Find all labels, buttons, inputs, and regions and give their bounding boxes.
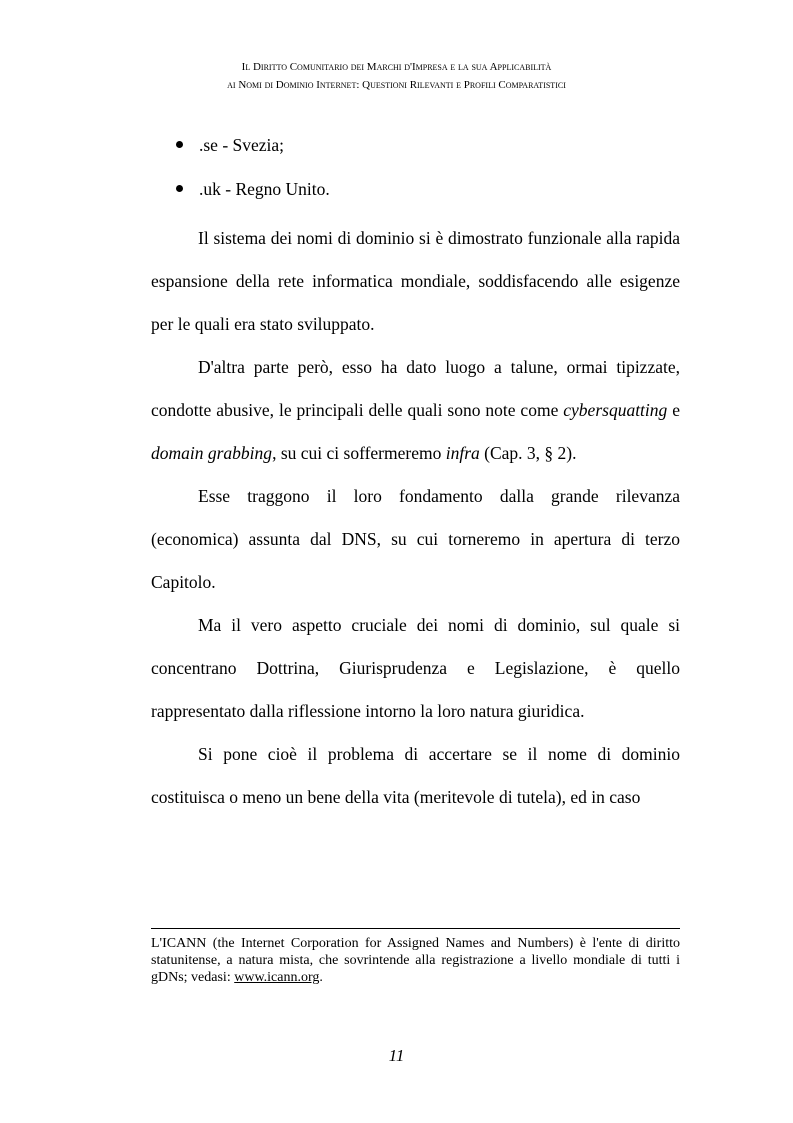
paragraph: Esse traggono il loro fondamento dalla grande rilevanza (economica) assunta dal DNS, su cui torneremo in apertura di terzo Capitolo. bbox=[151, 486, 680, 592]
term-cybersquatting: cybersquatting bbox=[563, 400, 668, 420]
list-item: .se - Svezia; bbox=[171, 131, 330, 175]
footnote-divider bbox=[151, 928, 680, 929]
running-header-line-2: ai Nomi di Dominio Internet: Questioni Rilevanti e Profili Comparatistici bbox=[227, 79, 566, 91]
paragraph: Si pone cioè il problema di accertare se il nome di dominio costituisca o meno un bene della vita (meritevole di tutela), ed in caso bbox=[151, 744, 680, 807]
country-code-list bbox=[171, 131, 330, 219]
footnote: L'ICANN (the Internet Corporation for Assigned Names and Numbers) è l'ente di diritto statunitense, a natura mista, che sovrintende alla registrazione a livello mondiale di tutti i gDNs; vedasi: www.icann.org. bbox=[151, 936, 680, 985]
paragraph: D'altra parte però, esso ha dato luogo a talune, ormai tipizzate, condotte abusive, le principali delle quali sono note come cybersquatting e domain grabbing, su cui ci soffermeremo infra (Cap. 3, § 2). bbox=[151, 357, 680, 463]
list-item: .uk - Regno Unito. bbox=[171, 175, 330, 219]
term-domain-grabbing: domain grabbing bbox=[151, 443, 273, 463]
running-header-line-1: Il Diritto Comunitario dei Marchi d'Impresa e la sua Applicabilità bbox=[241, 61, 552, 73]
body-text bbox=[151, 217, 680, 819]
icann-link[interactable]: www.icann.org bbox=[234, 970, 320, 985]
term-infra: infra bbox=[445, 443, 480, 463]
paragraph: Ma il vero aspetto cruciale dei nomi di dominio, sul quale si concentrano Dottrina, Giurisprudenza e Legislazione, è quello rappresentato dalla riflessione intorno la loro natura giuridica. bbox=[151, 615, 680, 721]
running-header bbox=[0, 58, 793, 94]
paragraph: Il sistema dei nomi di dominio si è dimostrato funzionale alla rapida espansione della rete informatica mondiale, soddisfacendo alle esigenze per le quali era stato sviluppato. bbox=[151, 228, 680, 334]
page-number: 11 bbox=[388, 1046, 405, 1065]
